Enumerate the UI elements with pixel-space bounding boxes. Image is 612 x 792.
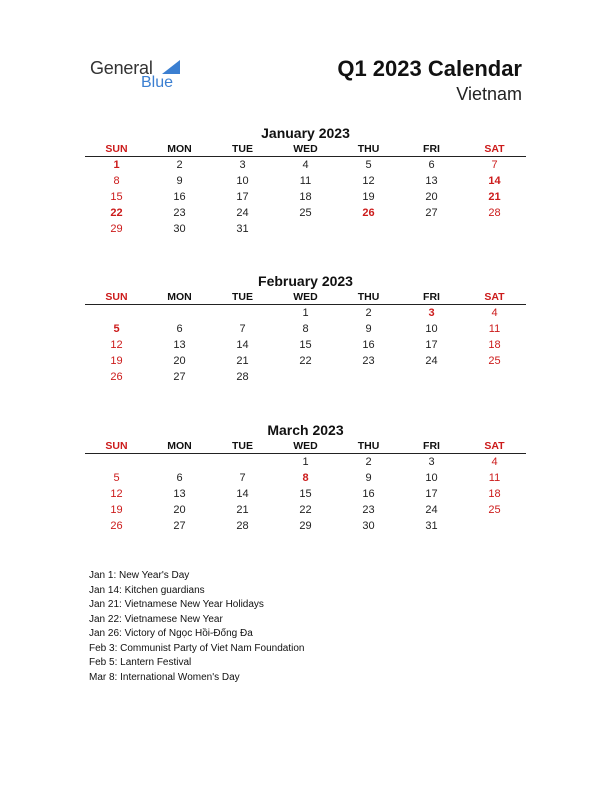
weekday-label: THU xyxy=(357,143,380,155)
weekday-label: THU xyxy=(357,440,380,452)
day-cell: 4 xyxy=(302,159,309,171)
day-cell: 29 xyxy=(110,223,123,235)
day-cell: 5 xyxy=(113,323,120,335)
day-cell: 14 xyxy=(488,175,501,187)
week-row xyxy=(85,353,526,369)
day-cell: 18 xyxy=(488,339,501,351)
weekday-label: WED xyxy=(293,440,318,452)
day-cell: 31 xyxy=(425,520,438,532)
day-cell: 19 xyxy=(110,355,123,367)
week-row xyxy=(85,518,526,534)
day-cell: 29 xyxy=(299,520,312,532)
day-cell: 6 xyxy=(428,159,435,171)
day-cell: 8 xyxy=(302,472,309,484)
day-cell xyxy=(148,305,211,321)
holiday-item: Jan 21: Vietnamese New Year Holidays xyxy=(89,599,264,610)
day-cell: 24 xyxy=(236,207,249,219)
day-cell: 16 xyxy=(362,488,375,500)
day-cell: 13 xyxy=(173,488,186,500)
brand-triangle-icon xyxy=(162,60,180,74)
day-cell: 17 xyxy=(425,488,438,500)
day-cell: 15 xyxy=(299,488,312,500)
day-cell: 24 xyxy=(425,504,438,516)
day-cell: 13 xyxy=(425,175,438,187)
day-cell: 3 xyxy=(428,456,435,468)
week-row xyxy=(85,189,526,205)
weekday-label: TUE xyxy=(232,440,253,452)
weekday-label: WED xyxy=(293,143,318,155)
day-cell: 28 xyxy=(236,371,249,383)
day-cell: 21 xyxy=(236,504,249,516)
week-row xyxy=(85,486,526,502)
day-cell: 17 xyxy=(236,191,249,203)
day-cell: 27 xyxy=(425,207,438,219)
week-row xyxy=(85,321,526,337)
day-cell: 21 xyxy=(488,191,501,203)
day-cell xyxy=(463,369,526,385)
day-cell xyxy=(337,369,400,385)
day-cell: 30 xyxy=(362,520,375,532)
day-cell: 11 xyxy=(488,323,501,335)
day-cell: 22 xyxy=(299,504,312,516)
day-cell: 7 xyxy=(239,472,246,484)
week-row xyxy=(85,157,526,173)
day-cell: 10 xyxy=(236,175,249,187)
holiday-item: Jan 14: Kitchen guardians xyxy=(89,584,205,596)
day-cell: 22 xyxy=(299,355,312,367)
weekday-label: FRI xyxy=(423,143,440,155)
weekday-label: SUN xyxy=(105,291,128,303)
day-cell: 13 xyxy=(173,339,186,351)
day-cell: 23 xyxy=(362,504,375,516)
day-cell: 7 xyxy=(491,159,498,171)
holiday-item: Jan 1: New Year's Day xyxy=(89,570,190,581)
day-cell xyxy=(274,221,337,237)
day-cell: 23 xyxy=(362,355,375,367)
day-cell: 21 xyxy=(236,355,249,367)
day-cell xyxy=(85,454,148,470)
month-title: January 2023 xyxy=(261,125,350,141)
day-cell: 10 xyxy=(425,472,438,484)
day-cell: 30 xyxy=(173,223,186,235)
week-row xyxy=(85,337,526,353)
day-cell: 14 xyxy=(236,339,249,351)
holiday-item: Mar 8: International Women's Day xyxy=(89,671,240,683)
day-cell: 20 xyxy=(425,191,438,203)
day-cell xyxy=(400,369,463,385)
country-name: Vietnam xyxy=(456,84,522,104)
week-row xyxy=(85,173,526,189)
day-cell: 8 xyxy=(113,175,120,187)
day-cell: 2 xyxy=(365,307,372,319)
day-cell xyxy=(400,221,463,237)
day-cell: 27 xyxy=(173,520,186,532)
day-cell: 9 xyxy=(176,175,183,187)
weekday-label: WED xyxy=(293,291,318,303)
day-cell: 1 xyxy=(302,456,309,468)
holiday-item: Feb 3: Communist Party of Viet Nam Foundation xyxy=(89,642,305,654)
weekday-label: MON xyxy=(167,291,192,303)
day-cell: 26 xyxy=(110,520,123,532)
weekday-label: FRI xyxy=(423,440,440,452)
holiday-item: Feb 5: Lantern Festival xyxy=(89,657,192,668)
weekday-label: THU xyxy=(357,291,380,303)
brand-logo xyxy=(90,58,190,94)
weekday-header-row xyxy=(85,142,526,157)
day-cell: 1 xyxy=(302,307,309,319)
day-cell: 19 xyxy=(362,191,375,203)
month-title: March 2023 xyxy=(267,422,344,438)
day-cell: 3 xyxy=(428,307,435,319)
weekday-label: MON xyxy=(167,440,192,452)
day-cell: 24 xyxy=(425,355,438,367)
brand-blue-text: Blue xyxy=(141,74,174,91)
day-cell: 5 xyxy=(365,159,372,171)
day-cell xyxy=(148,454,211,470)
holiday-list xyxy=(89,569,304,685)
day-cell xyxy=(85,305,148,321)
day-cell: 2 xyxy=(176,159,183,171)
day-cell: 20 xyxy=(173,504,186,516)
day-cell: 16 xyxy=(173,191,186,203)
day-cell: 2 xyxy=(365,456,372,468)
day-cell: 11 xyxy=(299,175,312,187)
day-cell: 9 xyxy=(365,472,372,484)
day-cell: 18 xyxy=(488,488,501,500)
week-row xyxy=(85,305,526,321)
day-cell: 5 xyxy=(113,472,120,484)
day-cell: 28 xyxy=(488,207,501,219)
weekday-label: FRI xyxy=(423,291,440,303)
week-row xyxy=(85,369,526,385)
day-cell: 12 xyxy=(110,339,123,351)
weekday-label: SAT xyxy=(484,143,505,155)
holiday-item: Jan 22: Vietnamese New Year xyxy=(89,613,223,625)
brand-general-text: General xyxy=(90,58,153,78)
day-cell: 12 xyxy=(110,488,123,500)
day-cell: 25 xyxy=(488,355,501,367)
day-cell: 31 xyxy=(236,223,249,235)
weekday-header-row xyxy=(85,290,526,305)
day-cell: 26 xyxy=(110,371,123,383)
day-cell: 11 xyxy=(488,472,501,484)
day-cell: 3 xyxy=(239,159,246,171)
week-row xyxy=(85,470,526,486)
day-cell xyxy=(211,305,274,321)
day-cell xyxy=(274,369,337,385)
month-title: February 2023 xyxy=(258,273,353,289)
holiday-item: Jan 26: Victory of Ngọc Hồi-Đống Đa xyxy=(89,628,253,639)
weekday-label: SAT xyxy=(484,440,505,452)
weekday-label: SUN xyxy=(105,143,128,155)
day-cell: 6 xyxy=(176,323,183,335)
day-cell: 19 xyxy=(110,504,123,516)
day-cell: 6 xyxy=(176,472,183,484)
day-cell xyxy=(337,221,400,237)
day-cell: 25 xyxy=(299,207,312,219)
day-cell: 4 xyxy=(491,307,498,319)
day-cell: 4 xyxy=(491,456,498,468)
weekday-label: TUE xyxy=(232,143,253,155)
weekday-label: SAT xyxy=(484,291,505,303)
day-cell xyxy=(463,518,526,534)
day-cell: 10 xyxy=(425,323,438,335)
day-cell: 23 xyxy=(173,207,186,219)
weekday-label: MON xyxy=(167,143,192,155)
day-cell: 8 xyxy=(302,323,309,335)
day-cell: 27 xyxy=(173,371,186,383)
day-cell: 15 xyxy=(110,191,123,203)
month-block xyxy=(85,421,526,534)
week-row xyxy=(85,454,526,470)
week-row xyxy=(85,205,526,221)
day-cell xyxy=(463,221,526,237)
day-cell: 22 xyxy=(110,207,123,219)
day-cell: 14 xyxy=(236,488,249,500)
weekday-label: TUE xyxy=(232,291,253,303)
day-cell: 9 xyxy=(365,323,372,335)
day-cell: 16 xyxy=(362,339,375,351)
day-cell: 7 xyxy=(239,323,246,335)
week-row xyxy=(85,221,526,237)
day-cell xyxy=(211,454,274,470)
day-cell: 1 xyxy=(113,159,120,171)
weekday-label: SUN xyxy=(105,440,128,452)
month-block xyxy=(85,272,526,385)
day-cell: 28 xyxy=(236,520,249,532)
day-cell: 20 xyxy=(173,355,186,367)
day-cell: 18 xyxy=(299,191,312,203)
day-cell: 15 xyxy=(299,339,312,351)
day-cell: 26 xyxy=(362,207,375,219)
month-block xyxy=(85,124,526,237)
day-cell: 12 xyxy=(362,175,375,187)
page-title: Q1 2023 Calendar xyxy=(337,56,522,81)
week-row xyxy=(85,502,526,518)
day-cell: 25 xyxy=(488,504,501,516)
day-cell: 17 xyxy=(425,339,438,351)
weekday-header-row xyxy=(85,439,526,454)
